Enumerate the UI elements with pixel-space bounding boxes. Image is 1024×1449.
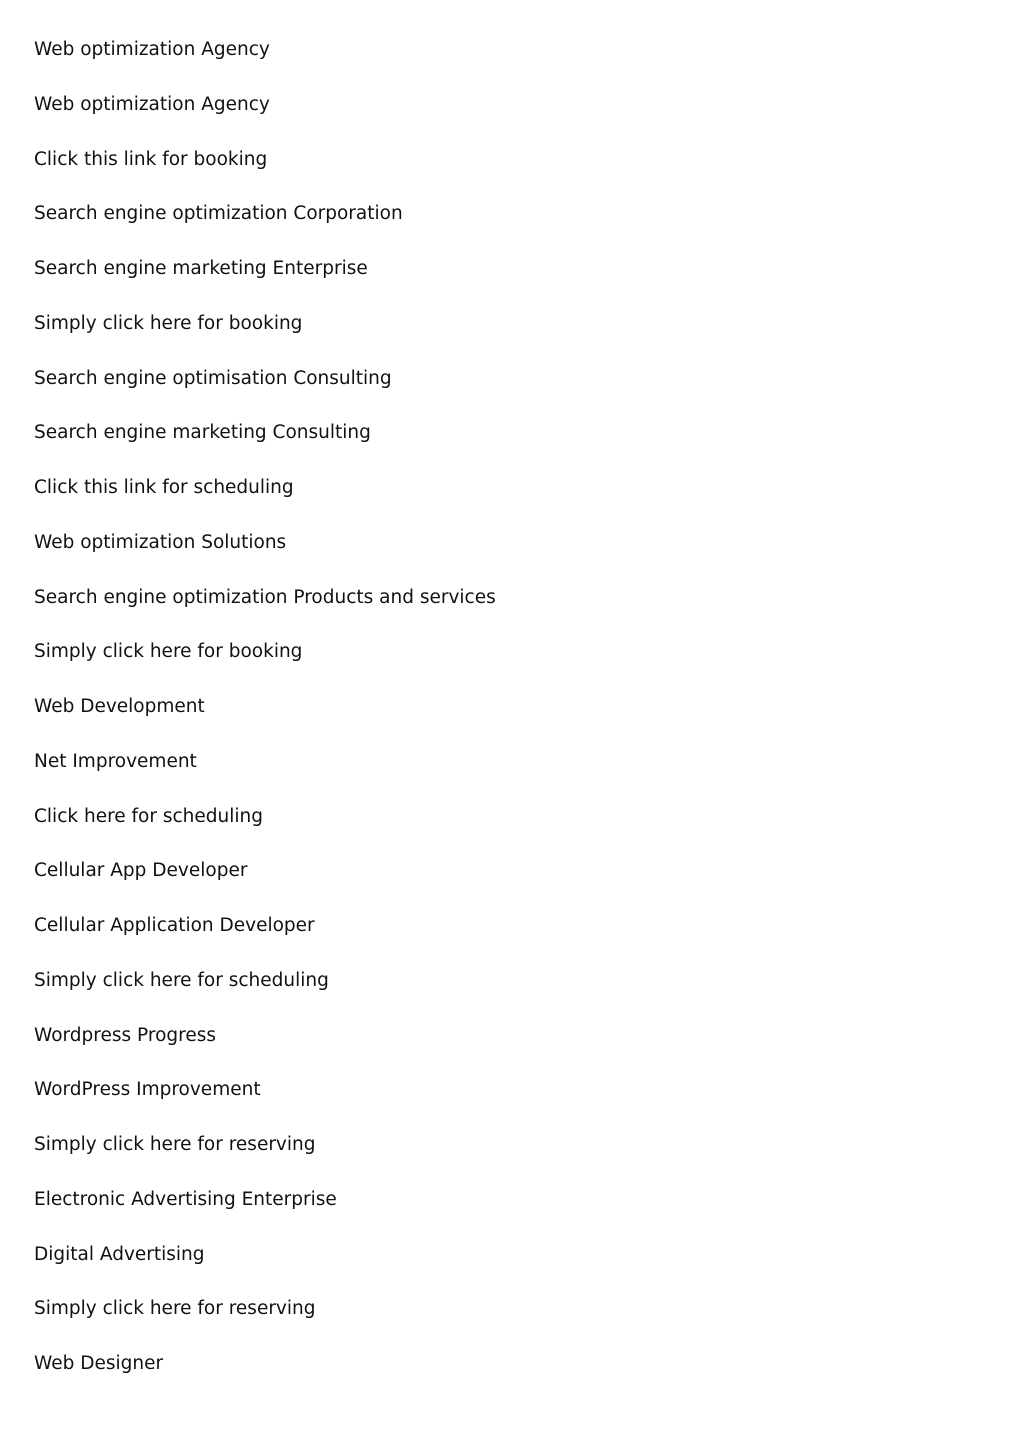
list-item bbox=[34, 1131, 496, 1186]
list-item bbox=[34, 1241, 496, 1296]
list-item bbox=[34, 529, 496, 584]
link-item[interactable]: Web optimization Agency bbox=[34, 39, 270, 60]
list-item bbox=[34, 803, 496, 858]
list-item bbox=[34, 474, 496, 529]
link-item[interactable]: Simply click here for scheduling bbox=[34, 969, 329, 991]
list-item bbox=[34, 419, 496, 474]
link-item[interactable]: Simply click here for booking bbox=[34, 312, 303, 334]
link-list bbox=[34, 36, 496, 1405]
list-item bbox=[34, 365, 496, 420]
list-item bbox=[34, 1076, 496, 1131]
link-item[interactable]: WordPress Improvement bbox=[34, 1079, 261, 1101]
link-item[interactable]: Web optimization Agency bbox=[34, 93, 270, 115]
list-item bbox=[34, 200, 496, 255]
link-item[interactable]: Cellular Application Developer bbox=[34, 915, 315, 936]
link-item[interactable]: Simply click here for booking bbox=[34, 641, 303, 663]
list-item bbox=[34, 693, 496, 748]
list-item bbox=[34, 91, 496, 146]
link-item[interactable]: Click this link for scheduling bbox=[34, 477, 294, 498]
link-item[interactable]: Search engine optimisation Consulting bbox=[34, 367, 392, 389]
list-item bbox=[34, 967, 496, 1022]
list-item bbox=[34, 912, 496, 967]
link-item[interactable]: Cellular App Developer bbox=[34, 860, 248, 882]
list-item bbox=[34, 310, 496, 365]
link-item[interactable]: Web Designer bbox=[34, 1353, 164, 1374]
list-item bbox=[34, 1295, 496, 1350]
list-item bbox=[34, 1186, 496, 1241]
link-item[interactable]: Net Improvement bbox=[34, 750, 197, 772]
list-item bbox=[34, 1022, 496, 1077]
list-item bbox=[34, 146, 496, 201]
link-item[interactable]: Web Development bbox=[34, 696, 205, 717]
link-item[interactable]: Simply click here for reserving bbox=[34, 1298, 316, 1320]
link-item[interactable]: Electronic Advertising Enterprise bbox=[34, 1188, 337, 1210]
link-item[interactable]: Digital Advertising bbox=[34, 1243, 205, 1265]
list-item bbox=[34, 748, 496, 803]
link-item[interactable]: Click here for scheduling bbox=[34, 805, 263, 827]
list-item bbox=[34, 255, 496, 310]
list-item bbox=[34, 857, 496, 912]
list-item bbox=[34, 1350, 496, 1405]
list-item bbox=[34, 36, 496, 91]
link-item[interactable]: Search engine marketing Enterprise bbox=[34, 258, 368, 279]
link-item[interactable]: Click this link for booking bbox=[34, 148, 268, 170]
link-item[interactable]: Search engine optimization Corporation bbox=[34, 203, 403, 225]
list-item bbox=[34, 638, 496, 693]
link-item[interactable]: Search engine marketing Consulting bbox=[34, 422, 371, 444]
link-item[interactable]: Web optimization Solutions bbox=[34, 531, 287, 553]
list-item bbox=[34, 584, 496, 639]
link-item[interactable]: Wordpress Progress bbox=[34, 1024, 216, 1046]
link-item[interactable]: Simply click here for reserving bbox=[34, 1134, 316, 1155]
link-item[interactable]: Search engine optimization Products and services bbox=[34, 586, 496, 608]
